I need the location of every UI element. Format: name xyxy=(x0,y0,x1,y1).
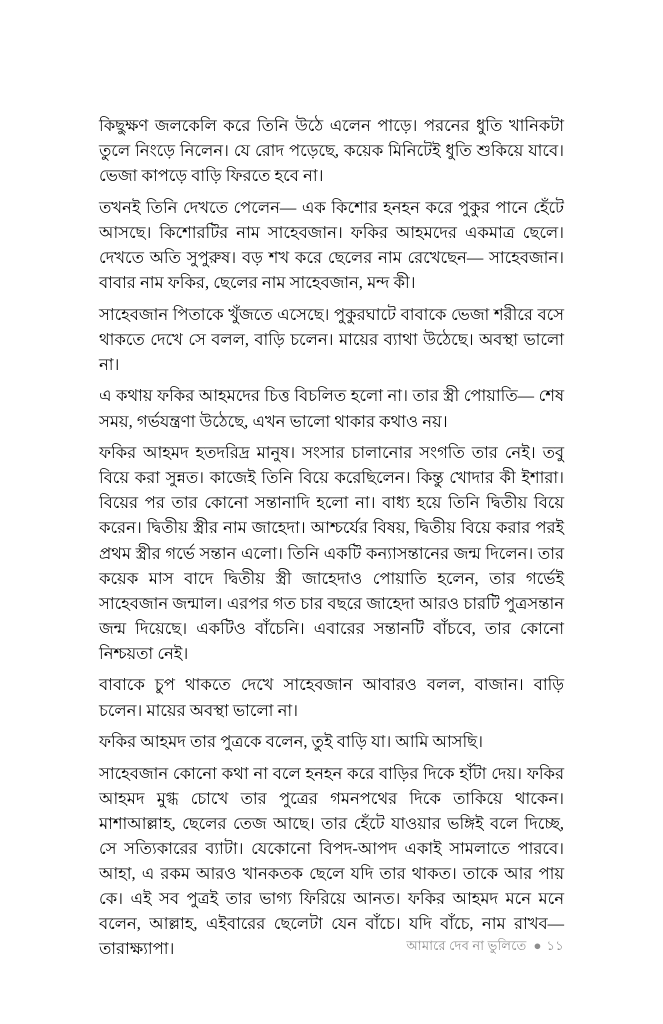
body-paragraph: কিছুক্ষণ জলকেলি করে তিনি উঠে এলেন পাড়ে। পরনের ধুতি খানিকটা তুলে নিংড়ে নিলেন। যে রোদ পড়েছে, কয়েক মিনিটেই ধুতি শুকিয়ে যাবে। ভেজা কাপড়ে বাড়ি ফিরতে হবে না। xyxy=(99,116,564,186)
body-paragraph: সাহেবজান কোনো কথা না বলে হনহন করে বাড়ির দিকে হাঁটা দেয়। ফকির আহমদ মুগ্ধ চোখে তার পুত্রের গমনপথের দিকে তাকিয়ে থাকেন। মাশাআল্লাহ, ছেলের তেজ আছে। তার হেঁটে যাওয়ার ভঙ্গিই বলে দিচ্ছে, সে সত্যিকারের ব্যাটা। যেকোনো বিপদ-আপদ একাই সামলাতে পারবে। আহা, এ রকম আরও খানকতক ছেলে যদি তার থাকত। তাকে আর পায় কে। এই সব পুত্রই তার ভাগ্য ফিরিয়ে আনত। ফকির আহমদ মনে মনে বলেন, আল্লাহ, এইবারের ছেলেটা যেন বাঁচে। যদি বাঁচে, নাম রাখব— তারাক্ষ্যাপা। xyxy=(99,763,564,959)
page-number: ১১ xyxy=(546,938,564,953)
page-text-block xyxy=(99,113,564,962)
body-paragraph: এ কথায় ফকির আহমদের চিত্ত বিচলিত হলো না। তার স্ত্রী পোয়াতি— শেষ সময়, গর্ভযন্ত্রণা উঠেছে, এখন ভালো থাকার কথাও নয়। xyxy=(99,386,564,431)
footer-separator-dot-icon: ● xyxy=(533,938,542,953)
body-paragraph: তখনই তিনি দেখতে পেলেন— এক কিশোর হনহন করে পুকুর পানে হেঁটে আসছে। কিশোরটির নাম সাহেবজান। ফকির আহমদের একমাত্র ছেলে। দেখতে অতি সুপুরুষ। বড় শখ করে ছেলের নাম রেখেছেন— সাহেবজান। বাবার নাম ফকির, ছেলের নাম সাহেবজান, মন্দ কী। xyxy=(99,197,564,293)
page-footer xyxy=(99,938,564,954)
body-paragraph: ফকির আহমদ তার পুত্রকে বলেন, তুই বাড়ি যা। আমি আসছি। xyxy=(99,732,483,752)
body-paragraph: সাহেবজান পিতাকে খুঁজতে এসেছে। পুকুরঘাটে বাবাকে ভেজা শরীরে বসে থাকতে দেখে সে বলল, বাড়ি চলেন। মায়ের ব্যাথা উঠেছে। অবস্থা ভালো না। xyxy=(99,304,564,374)
body-paragraph: বাবাকে চুপ থাকতে দেখে সাহেবজান আবারও বলল, বাজান। বাড়ি চলেন। মায়ের অবস্থা ভালো না। xyxy=(99,675,564,720)
running-title: আমারে দেব না ভুলিতে xyxy=(406,938,527,953)
body-paragraph: ফকির আহমদ হতদরিদ্র মানুষ। সংসার চালানোর সংগতি তার নেই। তবু বিয়ে করা সুন্নত। কাজেই তিনি বিয়ে করেছিলেন। কিন্তু খোদার কী ইশারা। বিয়ের পর তার কোনো সন্তানাদি হলো না। বাধ্য হয়ে তিনি দ্বিতীয় বিয়ে করেন। দ্বিতীয় স্ত্রীর নাম জাহেদা। আশ্চর্যের বিষয়, দ্বিতীয় বিয়ে করার পরই প্রথম স্ত্রীর গর্ভে সন্তান এলো। তিনি একটি কন্যাসন্তানের জন্ম দিলেন। তার কয়েক মাস বাদে দ্বিতীয় স্ত্রী জাহেদাও পোয়াতি হলেন, তার গর্ভেই সাহেবজান জন্মাল। এরপর গত চার বছরে জাহেদা আরও চারটি পুত্রসন্তান জন্ম দিয়েছে। একটিও বাঁচেনি। এবারের সন্তানটি বাঁচবে, তার কোনো নিশ্চয়তা নেই। xyxy=(99,443,564,663)
